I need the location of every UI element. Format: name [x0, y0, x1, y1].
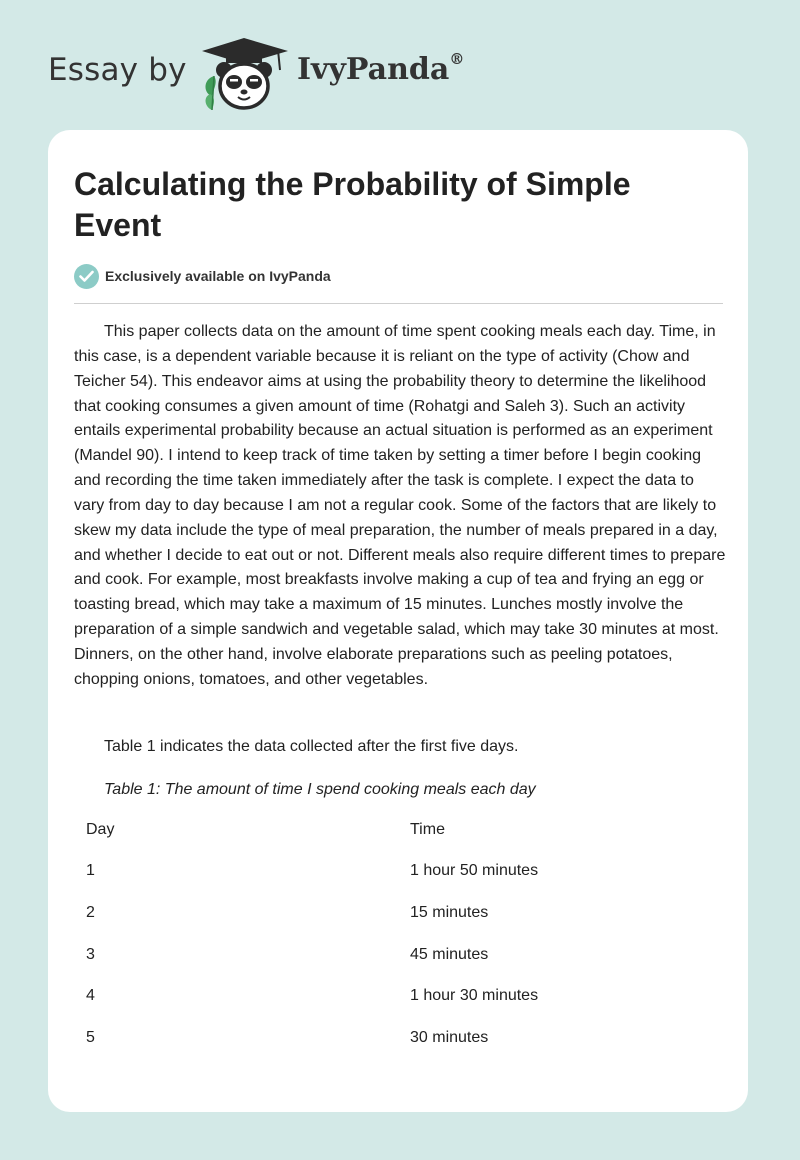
- page-title: Calculating the Probability of Simple Event: [74, 166, 631, 243]
- body-paragraph: This paper collects data on the amount of time spent cooking meals each day. Time, in this case, is a dependent variable because it is reliant on the type of activity (Chow and Teicher 54). This endeavor aims at using the probability theory to determine the likelihood that cooking consumes a given amount of time (Rohatgi and Saleh 3). Such an activity entails experimental probability because an actual situation is performed as an experiment (Mandel 90). I intend to keep track of time taken by setting a timer before I begin cooking and recording the time taken immediately after the task is complete. I expect the data to vary from day to day because I am not a regular cook. Some of the factors that are likely to skew my data include the type of meal preparation, the number of meals prepared in a day, and whether I decide to eat out or not. Different meals also require different times to prepare and cook. For example, most breakfasts involve making a cup of tea and frying an egg or toasting bread, which may take a maximum of 15 minutes. Lunches mostly involve the preparation of a simple sandwich and vegetable salad, which may take 30 minutes at most. Dinners, on the other hand, involve elaborate preparations such as peeling potatoes, chopping onions, tomatoes, and other vegetables.: [74, 323, 726, 688]
- article-card: [48, 130, 748, 1112]
- panda-graduate-logo-icon: [200, 36, 292, 112]
- title-divider: [74, 303, 723, 304]
- cooking-time-table: [74, 809, 723, 1059]
- table-row: [74, 851, 723, 893]
- brand-name: IvyPanda®: [297, 50, 465, 87]
- table-cell-time: 15 minutes: [410, 903, 489, 921]
- table-cell-time: 1 hour 50 minutes: [410, 862, 539, 880]
- exclusive-badge-label: Exclusively available on IvyPanda: [105, 268, 331, 284]
- table-cell-day: 4: [86, 987, 95, 1005]
- check-circle-icon: [74, 264, 99, 289]
- table-header-time: Time: [410, 820, 445, 838]
- site-header: [0, 0, 800, 128]
- table-cell-time: 45 minutes: [410, 945, 489, 963]
- table-intro-paragraph: Table 1 indicates the data collected after the first five days.: [104, 738, 519, 755]
- table-cell-day: 3: [86, 945, 95, 963]
- table-cell-time: 1 hour 30 minutes: [410, 987, 539, 1005]
- table-row: [74, 975, 723, 1017]
- table-cell-day: 2: [86, 903, 95, 921]
- table-cell-day: 5: [86, 1028, 95, 1046]
- table-header-row: [74, 809, 723, 851]
- table-cell-day: 1: [86, 862, 95, 880]
- table-header-day: Day: [86, 820, 115, 838]
- table-row: [74, 934, 723, 976]
- exclusive-badge: [74, 263, 331, 289]
- brand-prefix: Essay by: [48, 52, 187, 88]
- registered-mark: ®: [449, 50, 465, 68]
- table-caption: Table 1: The amount of time I spend cooking meals each day: [104, 781, 536, 798]
- table-cell-time: 30 minutes: [410, 1028, 489, 1046]
- table-row: [74, 1017, 723, 1059]
- table-row: [74, 892, 723, 934]
